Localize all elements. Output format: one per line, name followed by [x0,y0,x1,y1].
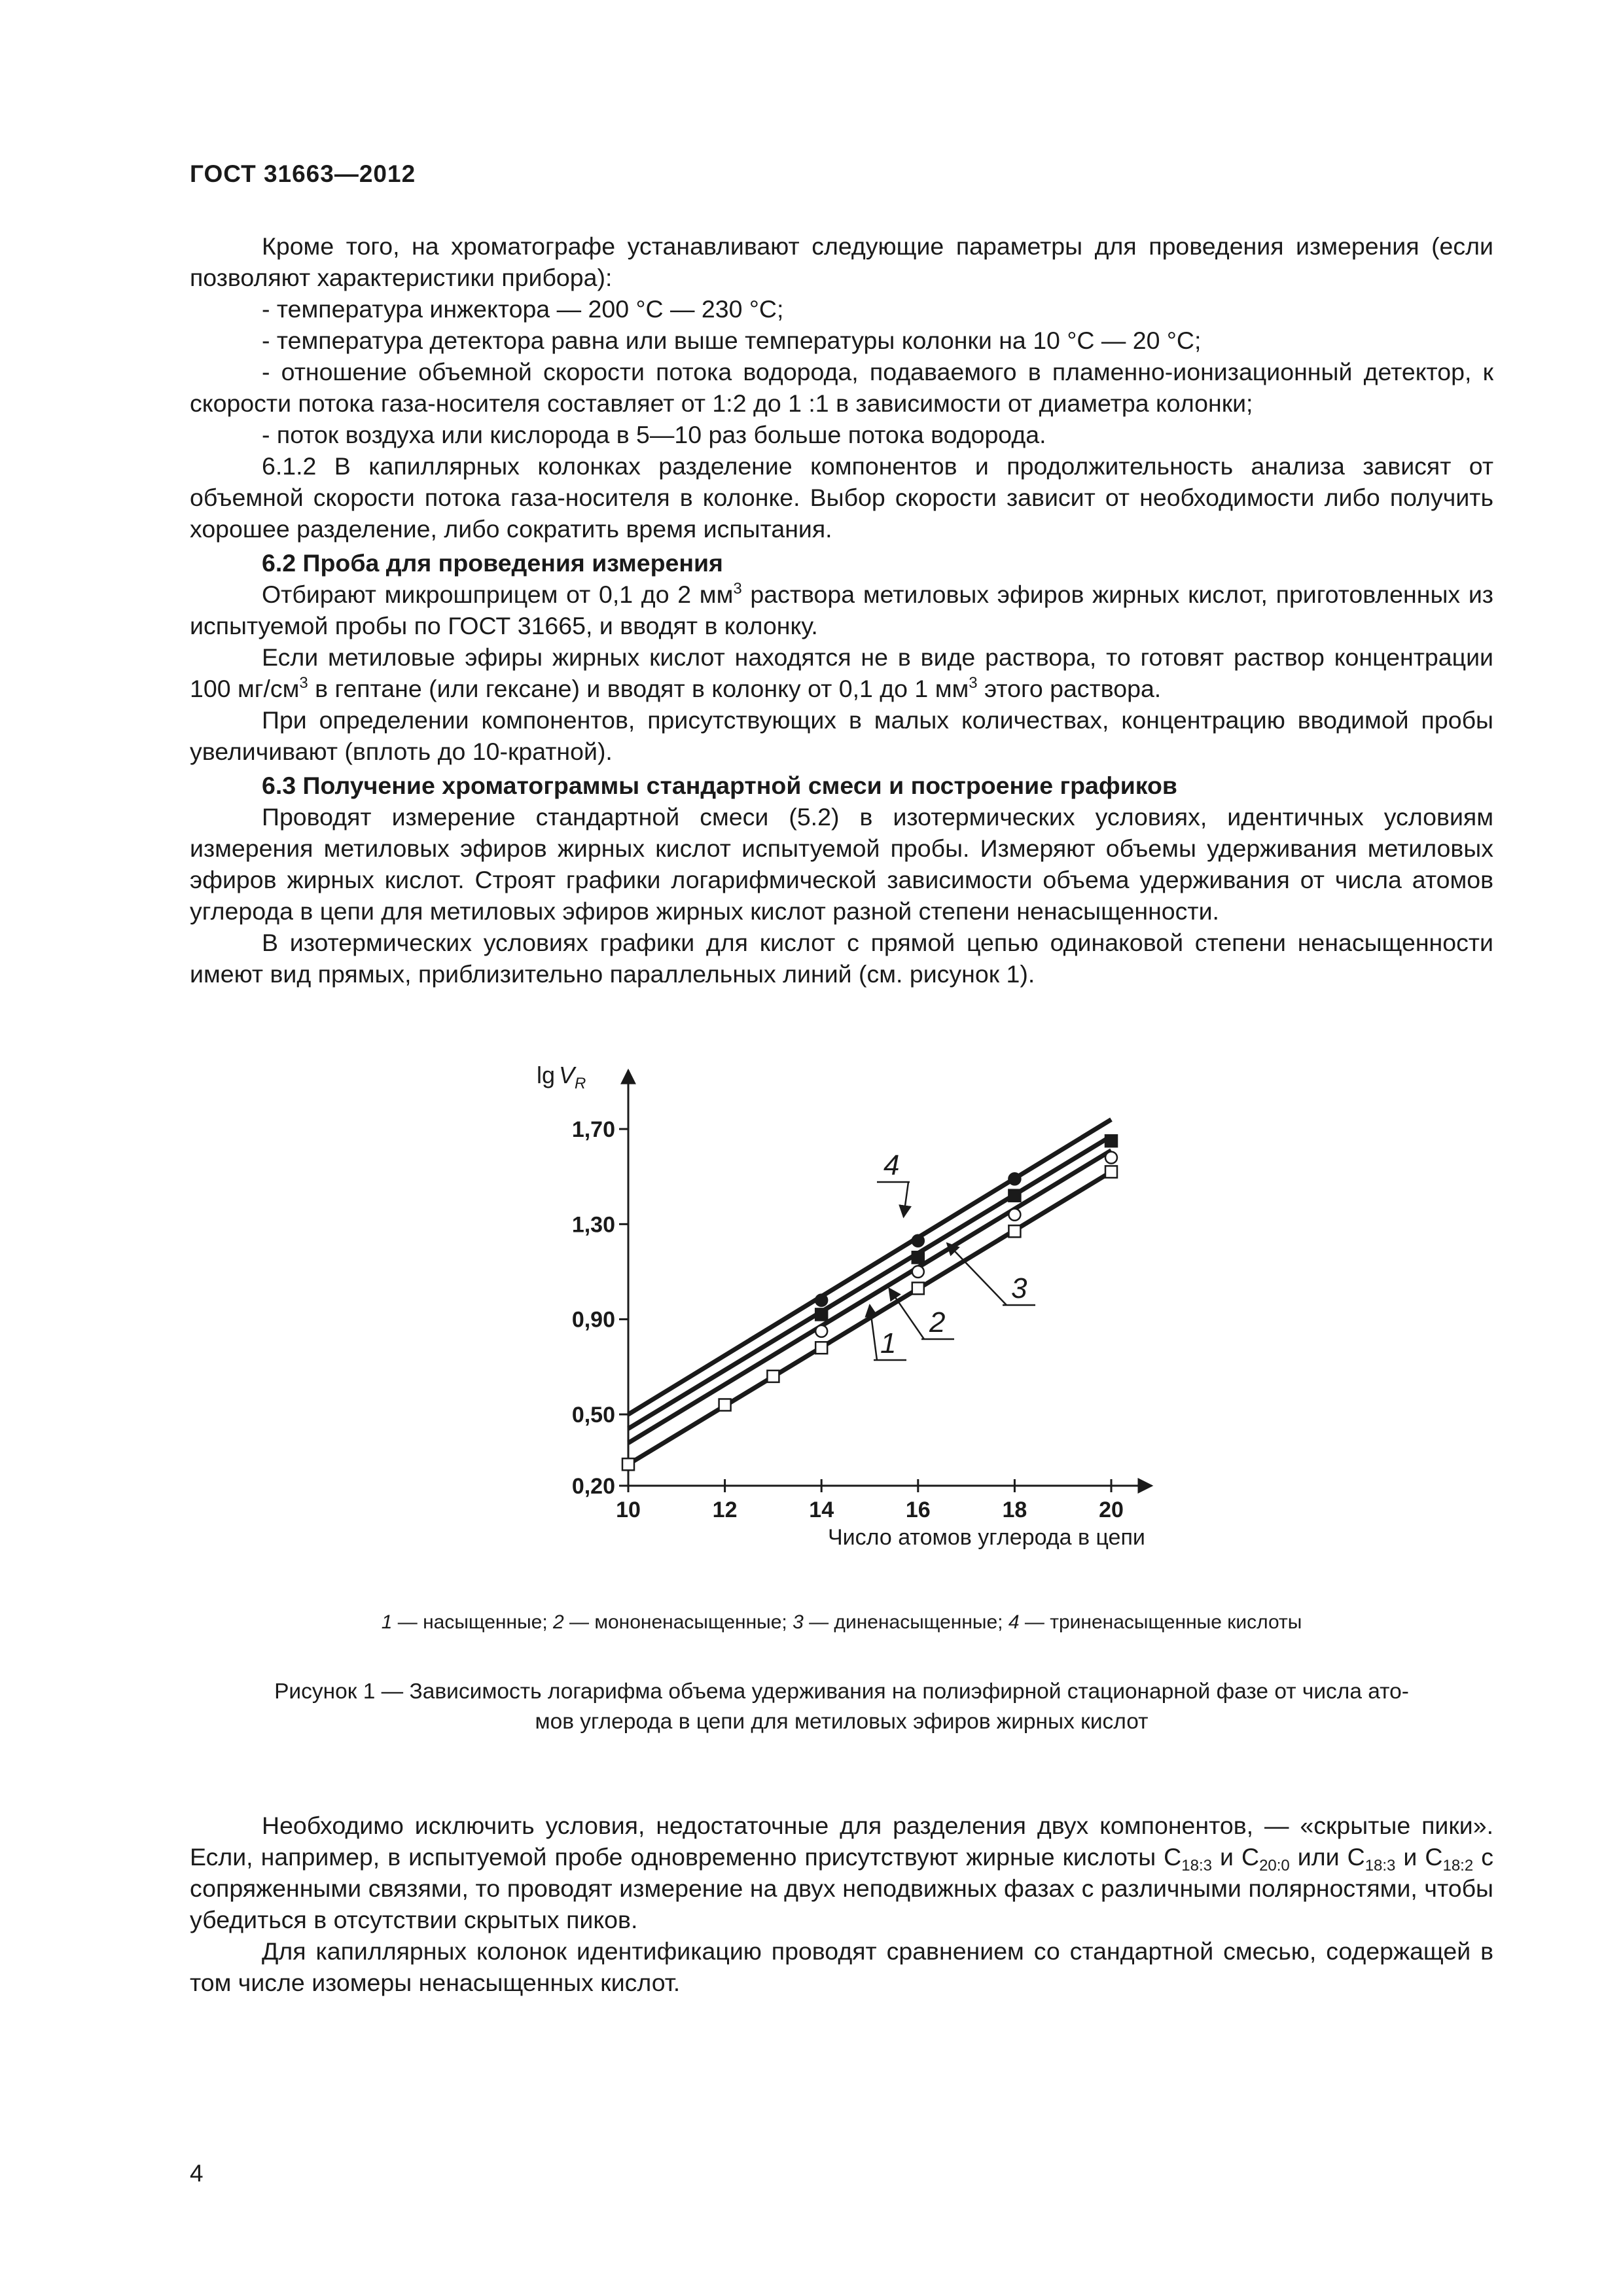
chart-axes [572,1070,1152,1522]
data-point-series-1 [815,1342,827,1354]
text-block-lower [190,1810,1493,1998]
paragraph: При определении компонентов, присутствующих в малых количествах, концентрацию вводимой пробы увеличивают (вплоть до 10-кратной). [190,706,1493,765]
figure-legend: 1 — насыщенные; 2 — мононенасыщенные; 3 — диненасыщенные; 4 — триненасыщенные кислоты [381,1611,1302,1633]
x-tick-label: 14 [809,1498,834,1522]
data-point-series-4 [815,1295,827,1306]
series-line-3 [628,1136,1111,1429]
data-point-series-4 [1008,1173,1020,1185]
callout-leader-4 [904,1182,908,1217]
x-tick-label: 16 [905,1498,931,1522]
paragraph: Для капиллярных колонок идентификацию проводят сравнением со стандартной смесью, содержащей в том числе изомеры ненасыщенных кислот. [190,1937,1493,1996]
x-tick-label: 18 [1002,1498,1027,1522]
list-item: - температура детектора равна или выше температуры колонки на 10 °C — 20 °C; [262,327,1202,354]
y-tick-label: 0,50 [571,1403,615,1427]
data-point-series-3 [815,1308,827,1320]
series-line-2 [628,1151,1111,1443]
paragraph: Проводят измерение стандартной смеси (5.2) в изотермических условиях, идентичных условиям измерения метиловых эфиров жирных кислот испытуемой пробы. Измеряют объемы удерживания метиловых эфиров жирных кислот. Строят графики логарифмической зависимости объема удерживания от числа атомов углерода в цепи для метиловых эфиров жирных кислот разной степени ненасыщенности. [190,803,1493,925]
data-point-series-1 [622,1458,634,1470]
data-point-series-3 [912,1251,924,1263]
paragraph: Необходимо исключить условия, недостаточные для разделения двух компонентов, — «скрытые пики». Если, например, в испытуемой пробе одновременно присутствуют жирные кислоты $С_{18:3}$ и $С_{20:0}$ или $С_{18:3}$ и $С_{18:2}$ с сопряженными связями, то проводят измерение на двух неподвижных фазах с различными полярностями, чтобы убедиться в отсутствии скрытых пиков. [190,1812,1493,1933]
list-item: - поток воздуха или кислорода в 5—10 раз больше потока водорода. [262,421,1046,448]
data-point-series-1 [912,1282,924,1294]
series-lines [628,1119,1111,1464]
data-point-series-3 [1008,1190,1020,1202]
series-points [622,1135,1117,1470]
data-point-series-2 [1008,1209,1020,1221]
page-number: 4 [190,2160,204,2187]
section-heading: 6.3 Получение хроматограммы стандартной смеси и построение графиков [262,772,1177,799]
paragraph: Кроме того, на хроматографе устанавливают следующие параметры для проведения измерения (если позволяют характеристики прибора): [190,232,1493,291]
x-tick-label: 20 [1099,1498,1124,1522]
callout-label-2: 2 [929,1306,946,1338]
data-point-series-1 [1105,1166,1117,1177]
data-point-series-1 [767,1371,779,1382]
data-point-series-2 [1105,1152,1117,1164]
y-tick-label: 0,20 [571,1474,615,1499]
section-heading: 6.2 Проба для проведения измерения [262,549,723,577]
data-point-series-4 [912,1235,924,1247]
paragraph: 6.1.2 В капиллярных колонках разделение компонентов и продолжительность анализа зависят от объемной скорости потока газа-носителя в колонке. Выбор скорости зависит от необходимости либо получить хорошее разделение, либо сократить время испытания. [190,452,1493,543]
list-item: - отношение объемной скорости потока водорода, подаваемого в пламенно-ионизационный детектор, к скорости потока газа-носителя составляет от 1:2 до 1 :1 в зависимости от диаметра колонки; [190,358,1493,417]
data-point-series-1 [719,1399,731,1410]
data-point-series-3 [1105,1135,1117,1147]
y-axis-label: $\lg V_R$ [537,1062,586,1092]
document-header: ГОСТ 31663—2012 [190,160,416,187]
x-tick-label: 12 [712,1498,738,1522]
callout-label-1: 1 [880,1327,897,1359]
data-point-series-2 [912,1266,924,1278]
paragraph: В изотермических условиях графики для кислот с прямой цепью одинаковой степени ненасыщенности имеют вид прямых, приблизительно параллельных линий (см. рисунок 1). [190,929,1493,988]
list-item: - температура инжектора — 200 °C — 230 °C; [262,295,784,323]
x-tick-label: 10 [616,1498,641,1522]
series-line-4 [628,1119,1111,1414]
data-point-series-1 [1008,1225,1020,1237]
data-point-series-2 [815,1325,827,1337]
x-axis-label: Число атомов углерода в цепи [828,1525,1145,1550]
figure-caption: Рисунок 1 — Зависимость логарифма объема удерживания на полиэфирной стационарной фазе от числа ато- мов углерода в цепи для метиловых эфиров жирных кислот [274,1679,1409,1734]
y-tick-label: 1,30 [571,1212,615,1238]
y-tick-label: 0,90 [571,1307,615,1333]
text-block-upper [190,230,1493,990]
callout-label-3: 3 [1011,1272,1027,1304]
paragraph: Отбирают микрошприцем от 0,1 до 2 $мм^3$ раствора метиловых эфиров жирных кислот, приготовленных из испытуемой пробы по ГОСТ 31665, и вводят в колонку. [190,580,1493,639]
figure-1-chart [524,1060,1178,1584]
paragraph: Если метиловые эфиры жирных кислот находятся не в виде раствора, то готовят раствор концентрации 100 $мг/см^3$ в гептане (или гексане) и вводят в колонку от 0,1 до 1 $мм^3$ этого раствора. [190,643,1493,702]
callout-label-4: 4 [883,1149,900,1181]
series-line-1 [628,1172,1111,1464]
y-tick-label: 1,70 [571,1117,615,1142]
